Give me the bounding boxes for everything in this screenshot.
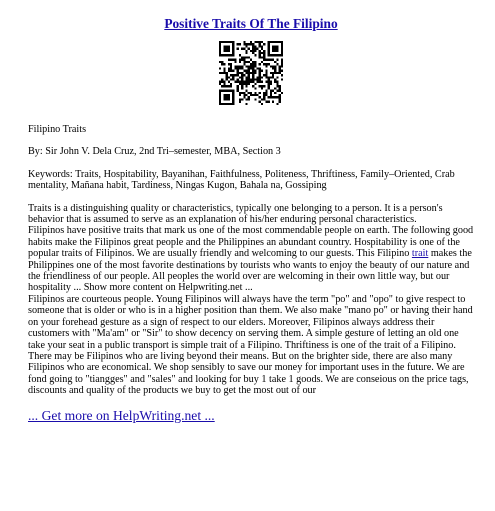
title-link[interactable]: Positive Traits Of The Filipino [164, 16, 338, 31]
document-body [28, 124, 474, 397]
doc-intro: Traits is a distinguishing quality or characteristics, typically one belonging to a person. It is a person's behavior that is assumed to serve as an explanation of his/her enduring personal characteristics. [28, 202, 443, 226]
doc-byline: By: Sir John V. Dela Cruz, 2nd Tri–semester, MBA, Section 3 [28, 146, 281, 158]
doc-heading: Filipino Traits [28, 124, 87, 135]
document-title [28, 16, 474, 32]
qr-code-icon [219, 41, 283, 105]
p2-text-a: Filipinos have positive traits that mark us one of the most commendable people on earth. The following good habits make the Filipinos great people and the Philippines an abundant country. Hospitability is one of the popular traits of Filipinos. We are usually friendly and welcoming to our guests. This Filipino [28, 225, 474, 260]
get-more-link[interactable]: ... Get more on HelpWriting.net ... [28, 407, 215, 423]
get-more-container [28, 408, 474, 424]
doc-keywords: Keywords: Traits, Hospitability, Bayanihan, Faithfulness, Politeness, Thriftiness, Family–Oriented, Crab mentality, Mañana habit, Tardiness, Ningas Kugon, Bahala na, Gossiping [28, 168, 455, 192]
document-page [0, 16, 495, 511]
p2-text-b: makes the Philippines one of the most favorite destinations by tourists who wants to enjoy the beauty of our nature and the friendliness of our people. All peoples the world over are welcoming in their own little way, but our hospitality ... Show more content on Helpwriting.net ... [28, 248, 472, 294]
trait-link[interactable]: trait [411, 248, 429, 260]
doc-paragraph-3: Filipinos are courteous people. Young Filipinos will always have the term "po" and "opo" to give respect to someone that is older or who is in a higher position than them. We also make "mano po" or having their hand on your forehead gesture as a sign of respect to our elders. Moreover, Filipinos always address their customers with "Ma'am" or "Sir" to show decency on serving them. A simple gesture of letting an old one take your seat in a public transport is simple trait of a Filipino. Thriftiness is one of the trait of a Filipino. There may be Filipinos who are living beyond their means. But on the brighter side, there are also many Filipinos who are economical. We shop sensibly to save our money for important uses in the future. We are fond going to "tiangges" and "sales" and looking for buy 1 take 1 goods. We are conseious on the price tags, discounts and quality of the products we buy to get the most out of our [28, 293, 473, 397]
qr-container [28, 41, 474, 105]
doc-paragraph-2 [28, 225, 474, 293]
